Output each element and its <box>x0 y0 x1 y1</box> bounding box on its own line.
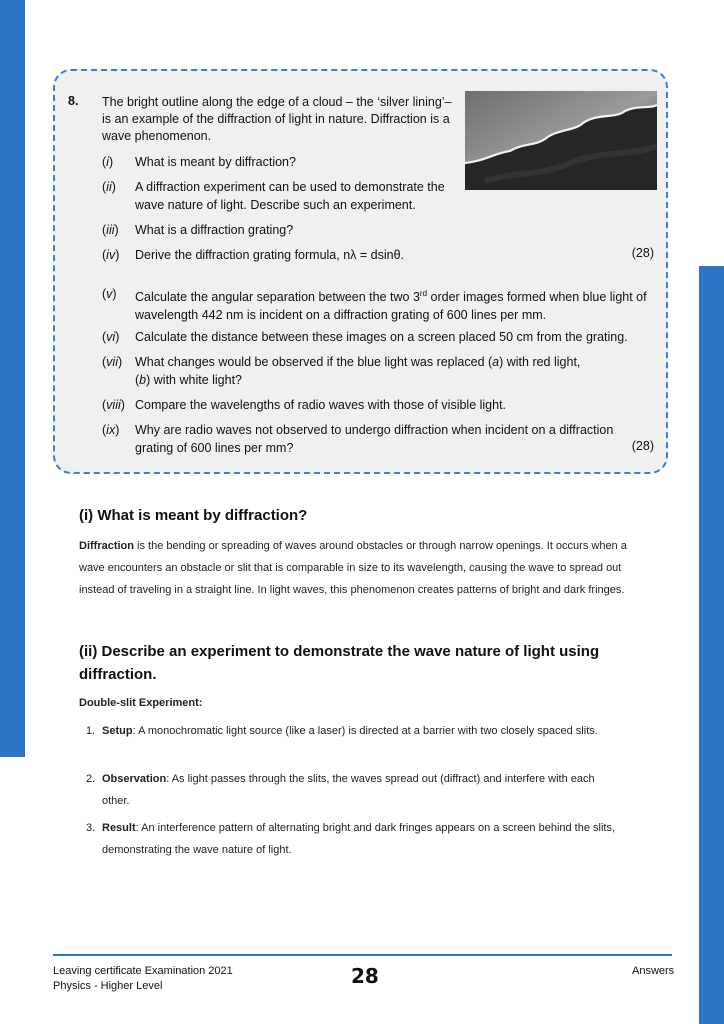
step-text: : As light passes through the slits, the waves spread out (diffract) and interfere with each other. <box>102 773 595 807</box>
footer-section: Answers <box>632 965 675 977</box>
step-number: 1. <box>86 725 96 737</box>
part-text: Compare the wavelengths of radio waves with those of visible light. <box>135 398 507 412</box>
sub-label-b: b <box>139 373 147 387</box>
part-label: ix <box>106 423 116 437</box>
question-box: 8. The bright outline along the edge of a cloud – the ‘silver lining’– is an example of the diffraction of light in nature. Diffraction is a wave phenomenon. (i) What is meant by diffraction? (ii) A diffraction experiment can be used to demonstrate the wave nature of light. Describe such an experiment. (iii) What is a diffraction grating? (iv) Derive the diffraction grating formula, nλ = dsinθ. (28) (v) Calculate the angular separation between the two 3rd order images formed when blue light of wavelength 442 nm is incident on a diffraction grating of 600 lines per mm. (vi) Calculate the distance between these images on a screen placed 50 cm from the grating. (vii) What changes would be observed if the blue light was replaced (a) with red light, (b) with white light? (viii) Compare the wavelengths of radio waves with those of visible light. (ix) Why are radio waves not observed to undergo diffraction when incident on a diffraction grating of 600 lines per mm? (28) <box>53 69 668 474</box>
step-label: Observation <box>102 773 167 785</box>
part-label: vii <box>106 355 118 369</box>
part-text: Derive the diffraction grating formula, nλ = dsinθ. <box>135 248 405 262</box>
part-label: iv <box>106 248 116 262</box>
paragraph-text: is the bending or spreading of waves around obstacles or through narrow openings. It occurs when a wave encounters an obstacle or slit that is comparable in size to its wavelength, causing the wave to spread out instead of traveling in a straight line. In light waves, this phenomenon creates patterns of bright and dark fringes. <box>79 540 627 596</box>
part-text: Why are radio waves not observed to undergo diffraction when incident on a diffraction grating of 600 lines per mm? <box>135 423 614 455</box>
answer-heading-i: (i) What is meant by diffraction? <box>79 507 308 524</box>
part-text: What is meant by diffraction? <box>135 155 296 169</box>
step-label: Result <box>102 822 136 834</box>
sub-label-a: a <box>492 355 500 369</box>
footer-divider <box>53 954 672 956</box>
marks-label: (28) <box>631 439 654 453</box>
part-text: What is a diffraction grating? <box>135 223 294 237</box>
part-label: viii <box>106 398 121 412</box>
question-stem: The bright outline along the edge of a cloud – the ‘silver lining’– is an example of the diffraction of light in nature. Diffraction is a wave phenomenon. <box>102 95 452 143</box>
part-text: What changes would be observed if the blue light was replaced ( <box>135 355 493 369</box>
part-text: Calculate the distance between these images on a screen placed 50 cm from the grating. <box>135 330 628 344</box>
footer-exam-title: Leaving certificate Examination 2021 <box>53 965 233 977</box>
marks-label: (28) <box>631 246 654 260</box>
part-label: vi <box>106 330 116 344</box>
step-label: Setup <box>102 725 133 737</box>
part-label: ii <box>106 180 112 194</box>
answer-paragraph <box>79 535 634 601</box>
part-text: Calculate the angular separation between the two 3 <box>135 290 420 305</box>
footer-left <box>53 964 233 994</box>
part-label: v <box>106 287 113 301</box>
answer-heading-ii: (ii) Describe an experiment to demonstrate the wave nature of light using diffraction. <box>79 643 600 683</box>
page-number: 28 <box>351 964 379 988</box>
step-text: : A monochromatic light source (like a laser) is directed at a barrier with two closely spaced slits. <box>132 725 598 737</box>
footer-subject: Physics - Higher Level <box>53 980 163 992</box>
question-number: 8. <box>68 94 79 108</box>
right-accent-bar <box>699 266 724 1024</box>
part-text-end: ) with white light? <box>146 373 242 387</box>
cloud-photo <box>465 91 657 190</box>
superscript: rd <box>419 289 428 298</box>
left-accent-bar <box>0 0 25 757</box>
part-label: i <box>106 155 109 169</box>
step-number: 2. <box>86 773 96 785</box>
bold-term: Diffraction <box>79 540 134 552</box>
part-text-cont: ) with red light, <box>499 355 581 369</box>
step-number: 3. <box>86 822 96 834</box>
part-text-cont: order images formed when blue light of wavelength 442 nm is incident on a diffraction grating of 600 lines per mm. <box>135 290 647 323</box>
step-text: : An interference pattern of alternating bright and dark fringes appears on a screen behind the slits, demonstrating the wave nature of light. <box>102 822 616 856</box>
part-text: A diffraction experiment can be used to demonstrate the wave nature of light. Describe such an experiment. <box>135 180 445 212</box>
part-label: iii <box>106 223 115 237</box>
experiment-subheading: Double-slit Experiment: <box>79 697 203 709</box>
